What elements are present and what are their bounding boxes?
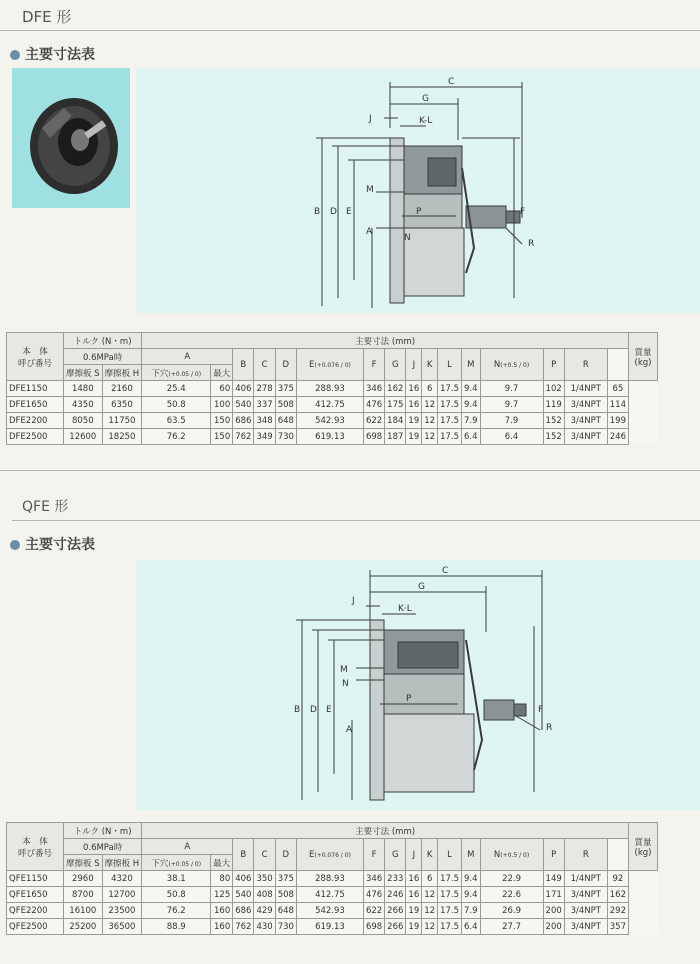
table-row [7, 413, 658, 429]
table-cell: 17.5 [438, 871, 462, 887]
table-cell: 233 [385, 871, 406, 887]
table-cell: 3/4NPT [564, 413, 607, 429]
col-header-g: G [385, 349, 406, 381]
table-cell: 12600 [64, 429, 103, 445]
table-cell: 38.1 [142, 871, 211, 887]
col-header-dims: 主要寸法 (mm) [142, 823, 629, 839]
table-cell: 9.7 [480, 397, 543, 413]
table-cell: 1/4NPT [564, 381, 607, 397]
col-header-s: 摩擦板 S [64, 855, 103, 871]
table-cell: 63.5 [142, 413, 211, 429]
col-header-l: L [438, 839, 462, 871]
table-cell: 150 [211, 429, 233, 445]
table-cell: 102 [543, 381, 564, 397]
table-cell: 8050 [64, 413, 103, 429]
table-cell: 27.7 [480, 919, 543, 935]
qfe-dim-label-p: P [406, 694, 412, 704]
table-cell: 346 [363, 871, 384, 887]
table-cell: 17.5 [438, 919, 462, 935]
table-cell: 26.9 [480, 903, 543, 919]
table-cell: 160 [211, 903, 233, 919]
table-cell: 540 [233, 397, 254, 413]
qfe-dim-label-f: F [538, 705, 544, 715]
table-cell: 246 [385, 887, 406, 903]
col-header-b: B [233, 839, 254, 871]
qfe-dim-label-c: C [442, 566, 449, 576]
table-cell: 6 [422, 871, 438, 887]
col-header-c: C [254, 839, 275, 871]
col-header-j: J [406, 349, 422, 381]
qfe-spec-table [6, 822, 658, 935]
table-cell: 346 [363, 381, 384, 397]
table-cell: 12700 [102, 887, 142, 903]
col-header-a-max: 最大 [211, 365, 233, 381]
table-cell: 6.4 [462, 919, 481, 935]
qfe-dim-label-kl: K·L [398, 604, 412, 614]
table-cell: DFE2200 [7, 413, 64, 429]
table-cell: 408 [254, 887, 275, 903]
col-header-m: M [462, 839, 481, 871]
table-row [7, 919, 658, 935]
col-header-g: G [385, 839, 406, 871]
dim-label-kl: K-L [419, 116, 433, 126]
col-header-f: F [363, 349, 384, 381]
col-header-n: N(+0.5 / 0) [480, 349, 543, 381]
table-cell: 19 [406, 429, 422, 445]
table-cell: 762 [233, 429, 254, 445]
col-header-body: 本 体 呼び番号 [7, 333, 64, 381]
table-cell: 1/4NPT [564, 871, 607, 887]
table-cell: 4350 [64, 397, 103, 413]
table-cell: 80 [211, 871, 233, 887]
table-cell: 7.9 [462, 413, 481, 429]
table-cell: 11750 [102, 413, 142, 429]
table-cell: 357 [607, 919, 628, 935]
table-cell: 200 [543, 919, 564, 935]
table-cell: 406 [233, 381, 254, 397]
col-header-h: 摩擦板 H [102, 365, 142, 381]
col-header-j: J [406, 839, 422, 871]
table-cell: 698 [363, 919, 384, 935]
table-cell: 278 [254, 381, 275, 397]
table-cell: 149 [543, 871, 564, 887]
table-cell: 12 [422, 903, 438, 919]
page-title: DFE 形 [22, 8, 72, 26]
table-cell: 622 [363, 413, 384, 429]
qfe-dim-label-d: D [310, 705, 317, 715]
table-cell: 150 [211, 413, 233, 429]
dim-label-r: R [528, 239, 535, 249]
table-cell: 266 [385, 919, 406, 935]
table-cell: 65 [607, 381, 628, 397]
qfe-dimension-drawing [136, 560, 700, 810]
col-header-mass: 質量 (kg) [629, 823, 658, 871]
dim-label-m: M [366, 185, 374, 195]
table-cell: 125 [211, 887, 233, 903]
table-cell: DFE1650 [7, 397, 64, 413]
table-cell: 19 [406, 919, 422, 935]
table-row [7, 381, 658, 397]
qfe-table-body [7, 871, 658, 935]
table-cell: 76.2 [142, 429, 211, 445]
table-cell: 1480 [64, 381, 103, 397]
bullet-icon [10, 540, 20, 550]
table-cell: 686 [233, 413, 254, 429]
table-cell: 7.9 [480, 413, 543, 429]
col-header-e: E(+0.076 / 0) [296, 349, 363, 381]
table-cell: 16 [406, 871, 422, 887]
table-cell: 508 [275, 887, 296, 903]
table-cell: 187 [385, 429, 406, 445]
col-header-dims: 主要寸法 (mm) [142, 333, 629, 349]
table-cell: 412.75 [296, 397, 363, 413]
table-cell: 619.13 [296, 429, 363, 445]
table-cell: 25200 [64, 919, 103, 935]
table-cell: 17.5 [438, 381, 462, 397]
table-cell: 508 [275, 397, 296, 413]
table-cell: 162 [607, 887, 628, 903]
dfe-spec-table [6, 332, 658, 445]
dim-label-d: D [330, 207, 337, 217]
col-header-mass: 質量 (kg) [629, 333, 658, 381]
table-cell: 23500 [102, 903, 142, 919]
table-cell: 6350 [102, 397, 142, 413]
col-header-p: P [543, 839, 564, 871]
table-cell: 119 [543, 397, 564, 413]
table-cell: 406 [233, 871, 254, 887]
table-cell: 619.13 [296, 919, 363, 935]
col-header-d: D [275, 839, 296, 871]
table-cell: 92 [607, 871, 628, 887]
dim-label-a: A [366, 227, 373, 237]
qfe-diagram-panel [136, 560, 700, 810]
table-cell: 412.75 [296, 887, 363, 903]
table-cell: 184 [385, 413, 406, 429]
table-cell: 6.4 [462, 429, 481, 445]
table-cell: QFE1650 [7, 887, 64, 903]
table-cell: 22.9 [480, 871, 543, 887]
table-cell: DFE1150 [7, 381, 64, 397]
table-cell: 622 [363, 903, 384, 919]
table-cell: 88.9 [142, 919, 211, 935]
col-header-c: C [254, 349, 275, 381]
table-cell: 375 [275, 871, 296, 887]
qfe-dim-label-r: R [546, 723, 553, 733]
table-cell: 648 [275, 413, 296, 429]
qfe-section-title [10, 534, 95, 554]
table-cell: 730 [275, 429, 296, 445]
table-cell: 36500 [102, 919, 142, 935]
table-cell: 12 [422, 397, 438, 413]
qfe-dim-label-m: M [340, 665, 348, 675]
table-cell: 16 [406, 381, 422, 397]
table-cell: 9.7 [480, 381, 543, 397]
dim-label-e: E [346, 207, 352, 217]
table-cell: 686 [233, 903, 254, 919]
dim-label-c: C [448, 77, 455, 87]
qfe-dim-label-j: J [352, 596, 355, 606]
table-cell: DFE2500 [7, 429, 64, 445]
table-cell: 17.5 [438, 903, 462, 919]
table-cell: 349 [254, 429, 275, 445]
table-cell: 16 [406, 397, 422, 413]
col-header-d: D [275, 349, 296, 381]
table-cell: 476 [363, 887, 384, 903]
col-header-f: F [363, 839, 384, 871]
col-header-a: A [142, 349, 233, 365]
table-cell: 175 [385, 397, 406, 413]
qfe-dim-label-a: A [346, 725, 353, 735]
qfe-dim-label-n: N [342, 679, 349, 689]
table-cell: 12 [422, 919, 438, 935]
col-header-b: B [233, 349, 254, 381]
table-cell: 4320 [102, 871, 142, 887]
col-header-a-lower: 下穴(+0.05 / 0) [142, 855, 211, 871]
dim-label-g: G [422, 94, 429, 104]
qfe-dim-label-g: G [418, 582, 425, 592]
col-header-r: R [564, 349, 607, 381]
table-cell: 199 [607, 413, 628, 429]
table-cell: 60 [211, 381, 233, 397]
col-header-n: N(+0.5 / 0) [480, 839, 543, 871]
bullet-icon [10, 50, 20, 60]
table-cell: 12 [422, 429, 438, 445]
table-cell: 698 [363, 429, 384, 445]
col-header-m: M [462, 349, 481, 381]
table-cell: 9.4 [462, 871, 481, 887]
table-cell: 8700 [64, 887, 103, 903]
col-header-pressure: 0.6MPa時 [64, 839, 142, 855]
qfe-dim-label-e: E [326, 705, 332, 715]
header-divider [0, 30, 700, 31]
table-cell: 7.9 [462, 903, 481, 919]
table-cell: 16100 [64, 903, 103, 919]
table-cell: 12 [422, 887, 438, 903]
col-header-pressure: 0.6MPa時 [64, 349, 142, 365]
table-cell: 3/4NPT [564, 429, 607, 445]
table-cell: 17.5 [438, 413, 462, 429]
dim-label-p: P [416, 207, 422, 217]
col-header-s: 摩擦板 S [64, 365, 103, 381]
table-cell: 160 [211, 919, 233, 935]
col-header-r: R [564, 839, 607, 871]
dim-label-f: F [520, 207, 526, 217]
dim-label-b: B [314, 207, 321, 217]
col-header-body: 本 体 呼び番号 [7, 823, 64, 871]
table-cell: 762 [233, 919, 254, 935]
col-header-e: E(+0.076 / 0) [296, 839, 363, 871]
table-cell: 16 [406, 887, 422, 903]
dim-label-j: J [369, 114, 372, 124]
table-cell: 288.93 [296, 871, 363, 887]
table-cell: 17.5 [438, 429, 462, 445]
table-cell: 22.6 [480, 887, 543, 903]
dfe-section-title-text: 主要寸法表 [25, 47, 95, 63]
dfe-table-body [7, 381, 658, 445]
dim-label-n: N [404, 233, 411, 243]
dfe-dimension-drawing [136, 68, 700, 313]
col-header-l: L [438, 349, 462, 381]
table-row [7, 887, 658, 903]
table-cell: 152 [543, 429, 564, 445]
table-row [7, 871, 658, 887]
table-cell: 19 [406, 413, 422, 429]
table-cell: 17.5 [438, 397, 462, 413]
product-photo [12, 68, 130, 208]
table-cell: 200 [543, 903, 564, 919]
table-cell: 542.93 [296, 903, 363, 919]
table-cell: 2160 [102, 381, 142, 397]
table-cell: 350 [254, 871, 275, 887]
col-header-a: A [142, 839, 233, 855]
clutch-photo-image [12, 68, 130, 208]
table-cell: 476 [363, 397, 384, 413]
table-cell: 337 [254, 397, 275, 413]
table-cell: 540 [233, 887, 254, 903]
table-cell: 9.4 [462, 887, 481, 903]
table-cell: 730 [275, 919, 296, 935]
col-header-a-max: 最大 [211, 855, 233, 871]
table-cell: 648 [275, 903, 296, 919]
col-header-torque: トルク (N・m) [64, 333, 142, 349]
qfe-dim-label-b: B [294, 705, 301, 715]
col-header-k: K [422, 839, 438, 871]
table-cell: 542.93 [296, 413, 363, 429]
table-cell: 6.4 [480, 429, 543, 445]
table-cell: 18250 [102, 429, 142, 445]
section-divider [0, 470, 700, 471]
table-row [7, 903, 658, 919]
qfe-section-title-text: 主要寸法表 [25, 537, 95, 553]
table-cell: 348 [254, 413, 275, 429]
table-cell: 12 [422, 413, 438, 429]
table-cell: 3/4NPT [564, 887, 607, 903]
table-cell: 2960 [64, 871, 103, 887]
table-cell: 430 [254, 919, 275, 935]
qfe-title-divider [12, 520, 700, 521]
dfe-section-title [10, 44, 95, 64]
table-cell: 171 [543, 887, 564, 903]
table-cell: QFE1150 [7, 871, 64, 887]
table-cell: 6 [422, 381, 438, 397]
col-header-a-lower: 下穴(+0.05 / 0) [142, 365, 211, 381]
table-cell: 76.2 [142, 903, 211, 919]
col-header-h: 摩擦板 H [102, 855, 142, 871]
table-cell: 9.4 [462, 397, 481, 413]
dfe-diagram-panel [136, 68, 700, 313]
col-header-p: P [543, 349, 564, 381]
table-cell: 3/4NPT [564, 919, 607, 935]
table-row [7, 429, 658, 445]
table-cell: 266 [385, 903, 406, 919]
table-cell: 162 [385, 381, 406, 397]
table-cell: 292 [607, 903, 628, 919]
table-cell: 3/4NPT [564, 397, 607, 413]
table-cell: 9.4 [462, 381, 481, 397]
table-cell: 50.8 [142, 887, 211, 903]
col-header-torque: トルク (N・m) [64, 823, 142, 839]
table-cell: 152 [543, 413, 564, 429]
table-cell: 114 [607, 397, 628, 413]
table-cell: QFE2500 [7, 919, 64, 935]
table-cell: 17.5 [438, 887, 462, 903]
qfe-title: QFE 形 [22, 499, 69, 515]
table-cell: 3/4NPT [564, 903, 607, 919]
table-cell: 288.93 [296, 381, 363, 397]
table-cell: QFE2200 [7, 903, 64, 919]
table-row [7, 397, 658, 413]
table-cell: 246 [607, 429, 628, 445]
table-cell: 25.4 [142, 381, 211, 397]
table-cell: 375 [275, 381, 296, 397]
table-cell: 50.8 [142, 397, 211, 413]
table-cell: 19 [406, 903, 422, 919]
table-cell: 100 [211, 397, 233, 413]
table-cell: 429 [254, 903, 275, 919]
col-header-k: K [422, 349, 438, 381]
